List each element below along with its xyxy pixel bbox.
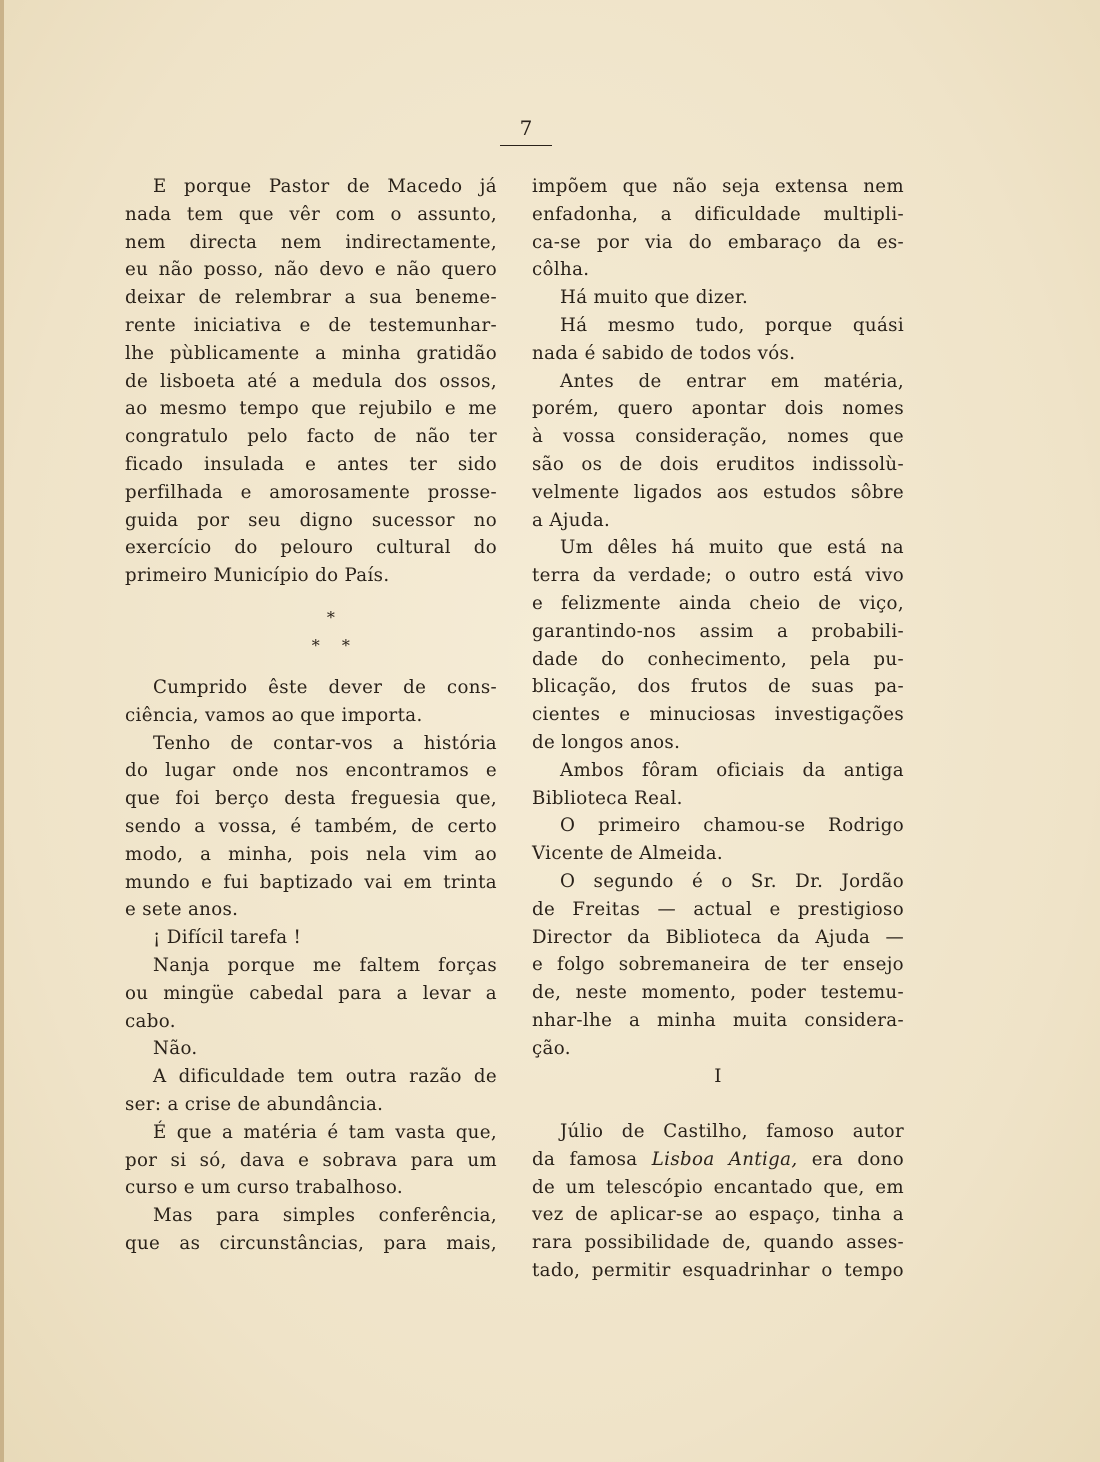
asterism-bottom: * *: [311, 635, 351, 655]
text-line: deixar de relembrar a sua beneme-: [125, 287, 497, 309]
text-line: nhar-lhe a minha muita considera-: [532, 1009, 904, 1031]
text-line: Há mesmo tudo, porque quási: [560, 314, 904, 336]
paragraph: [532, 312, 904, 368]
paragraph: [125, 952, 497, 1035]
text-line: dade do conhecimento, pela pu-: [532, 648, 904, 670]
text-line: Tenho de contar-vos a história: [153, 732, 497, 754]
text-line: ção.: [532, 1037, 571, 1059]
right-column: [532, 173, 904, 1285]
text-line: côlha.: [532, 259, 590, 281]
text-line: porém, quero apontar dois nomes: [532, 398, 904, 420]
paragraph: [532, 1118, 904, 1285]
text-line: nada tem que vêr com o assunto,: [125, 203, 497, 225]
text-line: Cumprido êste dever de cons-: [153, 676, 497, 698]
text-line: guida por seu digno sucessor no: [125, 509, 497, 531]
paragraph: [532, 812, 904, 868]
paragraph: [532, 284, 904, 312]
paragraph: [532, 868, 904, 1063]
text-line: ca-se por via do embaraço da es-: [532, 231, 904, 253]
text-line: Ambos fôram oficiais da antiga: [560, 759, 904, 781]
text-line: ser: a crise de abundância.: [125, 1093, 384, 1115]
text-line: Director da Biblioteca da Ajuda —: [532, 926, 904, 948]
text-line: rente iniciativa e de testemunhar-: [125, 314, 497, 336]
text-line: cabo.: [125, 1010, 176, 1032]
paragraph: [125, 1063, 497, 1119]
text-line: Mas para simples conferência,: [153, 1205, 497, 1227]
text-line: eu não posso, não devo e não quero: [125, 259, 497, 281]
text-line: nada é sabido de todos vós.: [532, 342, 796, 364]
paragraph: [125, 1035, 497, 1063]
text-line: cientes e minuciosas investigações: [532, 704, 904, 726]
text-line: ¡ Difícil tarefa !: [153, 927, 302, 949]
paragraph: [125, 730, 497, 925]
paragraph: [532, 368, 904, 535]
text-line: à vossa consideração, nomes que: [532, 426, 904, 448]
spacer: [125, 660, 497, 674]
text-line: ciência, vamos ao que importa.: [125, 704, 423, 726]
text-line: de Freitas — actual e prestigioso: [532, 898, 904, 920]
text-line: Há muito que dizer.: [560, 287, 749, 309]
text-line: O segundo é o Sr. Dr. Jordão: [560, 870, 904, 892]
page-number-rule: [500, 145, 552, 146]
page-number: 7: [519, 116, 533, 140]
text-line: curso e um curso trabalhoso.: [125, 1177, 403, 1199]
text-line: nem directa nem indirectamente,: [125, 231, 497, 253]
text-line: exercício do pelouro cultural do: [125, 537, 497, 559]
text-line: ficado insulada e antes ter sido: [125, 453, 497, 475]
text-line: e felizmente ainda cheio de viço,: [532, 592, 904, 614]
text-line: de um telescópio encantado que, em: [532, 1176, 904, 1198]
text-line: mundo e fui baptizado vai em trinta: [125, 871, 497, 893]
spacer: [532, 1090, 904, 1118]
text-line: perfilhada e amorosamente prosse-: [125, 481, 497, 503]
book-title: Lisboa Antiga,: [651, 1148, 798, 1170]
asterism-top: *: [326, 607, 336, 627]
text-line: Júlio de Castilho, famoso autor: [560, 1121, 904, 1143]
text-line: de longos anos.: [532, 731, 681, 753]
text-line: É que a matéria é tam vasta que,: [153, 1121, 497, 1143]
text-line: Biblioteca Real.: [532, 787, 683, 809]
paragraph: [125, 1119, 497, 1202]
text-line: congratulo pelo facto de não ter: [125, 426, 497, 448]
text-fragment: era dono: [797, 1148, 904, 1170]
text-line: primeiro Município do País.: [125, 565, 390, 587]
text-line: e sete anos.: [125, 899, 239, 921]
section-heading: I: [714, 1065, 722, 1087]
text-line: de lisboeta até a medula dos ossos,: [125, 370, 497, 392]
text-line: tado, permitir esquadrinhar o tempo: [532, 1260, 904, 1282]
text-line: lhe pùblicamente a minha gratidão: [125, 342, 497, 364]
paragraph: [125, 1202, 497, 1258]
paragraph: [125, 924, 497, 952]
text-line: Antes de entrar em matéria,: [560, 370, 904, 392]
text-line: enfadonha, a dificuldade multipli-: [532, 203, 904, 225]
text-line: Nanja porque me faltem forças: [153, 954, 497, 976]
text-line: ou mingüe cabedal para a levar a: [125, 982, 497, 1004]
text-line: impõem que não seja extensa nem: [532, 176, 904, 197]
paragraph: [532, 173, 904, 284]
text-line: velmente ligados aos estudos sôbre: [532, 481, 904, 503]
text-line: por si só, dava e sobrava para um: [125, 1149, 497, 1171]
paragraph: [125, 674, 497, 730]
left-column: [125, 173, 497, 1258]
text-line: terra da verdade; o outro está vivo: [532, 565, 904, 587]
text-line: modo, a minha, pois nela vim ao: [125, 843, 497, 865]
text-line: de, neste momento, poder testemu-: [532, 982, 904, 1004]
text-line: e folgo sobremaneira de ter ensejo: [532, 954, 904, 976]
text-line: são os de dois eruditos indissolù-: [532, 453, 904, 475]
paragraph: [125, 173, 497, 590]
text-fragment: da famosa: [532, 1148, 652, 1170]
text-line: Vicente de Almeida.: [532, 843, 724, 865]
text-line: que foi berço desta freguesia que,: [125, 788, 497, 810]
text-line: vez de aplicar-se ao espaço, tinha a: [532, 1204, 904, 1226]
text-line: blicação, dos frutos de suas pa-: [532, 676, 904, 698]
text-line: a Ajuda.: [532, 509, 611, 531]
text-line: Não.: [153, 1038, 198, 1060]
text-line: rara possibilidade de, quando asses-: [532, 1232, 904, 1254]
text-line: [532, 1146, 904, 1174]
text-line: que as circunstâncias, para mais,: [125, 1232, 497, 1254]
text-line: E porque Pastor de Macedo já: [153, 176, 497, 197]
text-line: do lugar onde nos encontramos e: [125, 760, 497, 782]
text-line: sendo a vossa, é também, de certo: [125, 815, 497, 837]
text-line: Um dêles há muito que está na: [560, 537, 904, 559]
paragraph: [532, 757, 904, 813]
text-line: O primeiro chamou-se Rodrigo: [560, 815, 904, 837]
text-line: A dificuldade tem outra razão de: [153, 1066, 497, 1088]
text-line: garantindo-nos assim a probabili-: [532, 620, 904, 642]
page-edge: [0, 0, 4, 1462]
text-line: ao mesmo tempo que rejubilo e me: [125, 398, 497, 420]
spacer: [125, 590, 497, 604]
paragraph: [532, 534, 904, 756]
